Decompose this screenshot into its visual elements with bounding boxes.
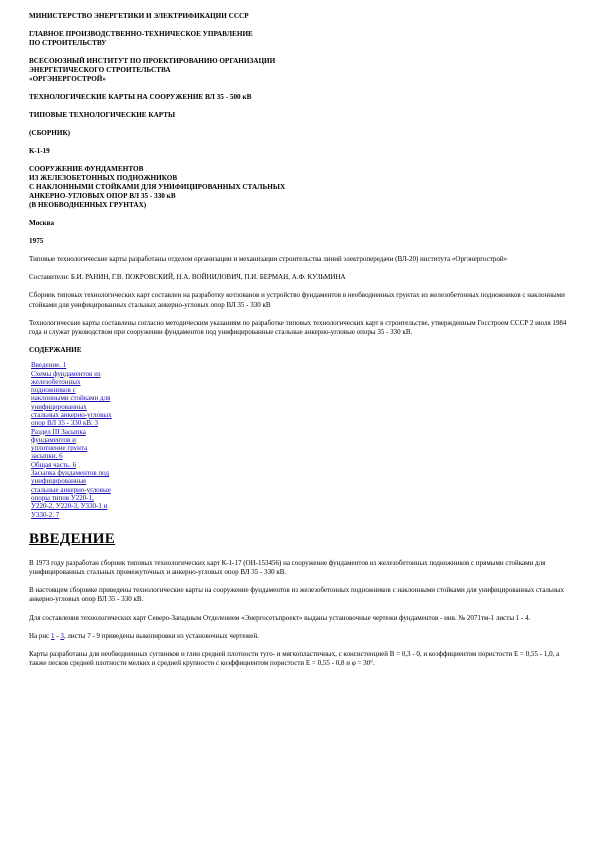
toc-link-section-3[interactable]: засыпки. 6 bbox=[31, 452, 63, 461]
figure-1-link[interactable]: 1 bbox=[51, 631, 55, 640]
intro-paragraph-4: На рис 1 - 3, листы 7 - 9 приведены выкопировки из установочных чертежей. bbox=[29, 631, 259, 640]
toc-link-introduction[interactable]: Введение. 1 bbox=[31, 361, 67, 370]
table-of-contents bbox=[31, 361, 141, 519]
toc-link-schemes[interactable]: Схемы фундаментов из bbox=[31, 369, 101, 378]
introduction-heading: ВВЕДЕНИЕ bbox=[29, 530, 116, 547]
toc-link-schemes[interactable]: опор ВЛ 35 - 330 кВ. 3 bbox=[31, 419, 99, 428]
toc-link-schemes[interactable]: наклонными стойками для bbox=[31, 394, 111, 403]
toc-link-backfill[interactable]: стальные анкерно-угловые bbox=[31, 485, 111, 494]
institute-title: ВСЕСОЮЗНЫЙ ИНСТИТУТ ПО ПРОЕКТИРОВАНИЮ ОРГАНИЗАЦИИ ЭНЕРГЕТИЧЕСКОГО СТРОИТЕЛЬСТВА «ОРГЭНЕРГОСТРОЙ» bbox=[29, 57, 276, 83]
toc-link-schemes[interactable]: железобетонных bbox=[31, 377, 81, 386]
authors-paragraph: Составители: Б.И. РАНИН, Г.В. ПОКРОВСКИЙ, Н.А. ВОЙНИЛОВИЧ, П.И. БЕРМАН, А.Ф. КУЗЬМИНА bbox=[29, 273, 346, 282]
intro-paragraph-2: В настоящем сборнике приведены технологические карты на сооружение фундаментов из железобетонных подножников с наклонными стойками для унифицированных стальных анкерно-угловых опор ВЛ 35 - 330 кВ. bbox=[29, 586, 565, 604]
toc-link-backfill[interactable]: Засыпка фундаментов под bbox=[31, 469, 110, 478]
toc-link-backfill[interactable]: опоры типов У220-1, bbox=[31, 493, 94, 502]
toc-link-section-3[interactable]: Раздел III Засыпка bbox=[31, 427, 86, 436]
cards-title: ТЕХНОЛОГИЧЕСКИЕ КАРТЫ НА СООРУЖЕНИЕ ВЛ 35 - 500 кВ bbox=[29, 93, 252, 101]
toc-link-section-3[interactable]: уплотнение грунта bbox=[31, 444, 88, 453]
document-page bbox=[29, 12, 569, 677]
typical-cards-title: ТИПОВЫЕ ТЕХНОЛОГИЧЕСКИЕ КАРТЫ bbox=[29, 111, 176, 119]
toc-link-section-3[interactable]: фундаментов и bbox=[31, 435, 76, 444]
year: 1975 bbox=[29, 237, 44, 245]
collection-label: (СБОРНИК) bbox=[29, 129, 71, 137]
intro-paragraph-1: В 1973 году разработан сборник типовых технологических карт К-1-17 (ОН-153456) на сооружение фундаментов из железобетонных подножников с прямыми стойками для унифицированных стальных промежуточных и анкерно-угловых опор ВЛ 35 - 330 кВ. bbox=[29, 558, 546, 577]
collection-description: Сборник типовых технологических карт составлен на разработку котлованов и устройство фундаментов в необводненных грунтах из железобетонных подножников с наклонными стойками для унифицированных стальных анкерно-угловых опор ВЛ 35 - 330 кВ bbox=[29, 291, 565, 309]
city: Москва bbox=[29, 219, 55, 227]
directorate-title: ГЛАВНОЕ ПРОИЗВОДСТВЕННО-ТЕХНИЧЕСКОЕ УПРАВЛЕНИЕ ПО СТРОИТЕЛЬСТВУ bbox=[29, 30, 253, 47]
toc-link-backfill[interactable]: У220-2, У220-3, У330-1 и bbox=[31, 502, 108, 511]
developed-paragraph: Типовые технологические карты разработаны отделом организации и механизации строительства линий электропередачи (ВЛ-20) института «Оргэнергострой» bbox=[29, 255, 508, 263]
figure-3-link[interactable]: 3 bbox=[60, 631, 64, 640]
toc-link-backfill[interactable]: У330-2. 7 bbox=[31, 510, 60, 519]
toc-heading: СОДЕРЖАНИЕ bbox=[29, 346, 82, 355]
ministry-title: МИНИСТЕРСТВО ЭНЕРГЕТИКИ И ЭЛЕКТРИФИКАЦИИ СССР bbox=[29, 12, 249, 20]
toc-link-schemes[interactable]: унифицированных bbox=[31, 402, 87, 411]
intro-paragraph-3: Для составления технологических карт Северо-Западным Отделением «Энергосетьпроект» выданы установочные чертежи фундаментов - инв. № 2071тм-1 листы 1 - 4. bbox=[29, 613, 531, 622]
toc-link-backfill[interactable]: унифицированные bbox=[31, 477, 87, 486]
intro-paragraph-5: Карты разработаны для необводненных суглинков и глин средней плотности туго- и мягкопластичных, с консистенцией В = 0,3 - 0, и коэффициентом пористости Е = 0,55 - 1,0, а также песков средней плотности мелких и средней крупности с коэффициентом пористости Е = 0,55 - 0,8 и φ = 30°. bbox=[29, 650, 560, 668]
toc-link-schemes[interactable]: подножников с bbox=[31, 386, 76, 395]
subject-title: СООРУЖЕНИЕ ФУНДАМЕНТОВ ИЗ ЖЕЛЕЗОБЕТОННЫХ ПОДНОЖНИКОВ С НАКЛОННЫМИ СТОЙКАМИ ДЛЯ УНИФИЦИРОВАННЫХ СТАЛЬНЫХ АНКЕРНО-УГЛОВЫХ ОПОР ВЛ 35 - 330 кВ (В НЕОБВОДНЕННЫХ ГРУНТАХ) bbox=[29, 165, 286, 209]
compiled-paragraph: Технологические карты составлены согласно методическим указаниям по разработке типовых технологических карт в строительстве, утвержденным Госстроем СССР 2 июля 1984 года и служат руководством при сооружении фундаментов под унифицированные стальные анкерно-угловые опоры 35 - 330 кВ. bbox=[29, 318, 567, 337]
document-code: К-1-19 bbox=[29, 147, 50, 155]
toc-link-general[interactable]: Общая часть. 6 bbox=[31, 460, 77, 469]
toc-link-schemes[interactable]: стальных анкерно-угловых bbox=[31, 411, 112, 419]
